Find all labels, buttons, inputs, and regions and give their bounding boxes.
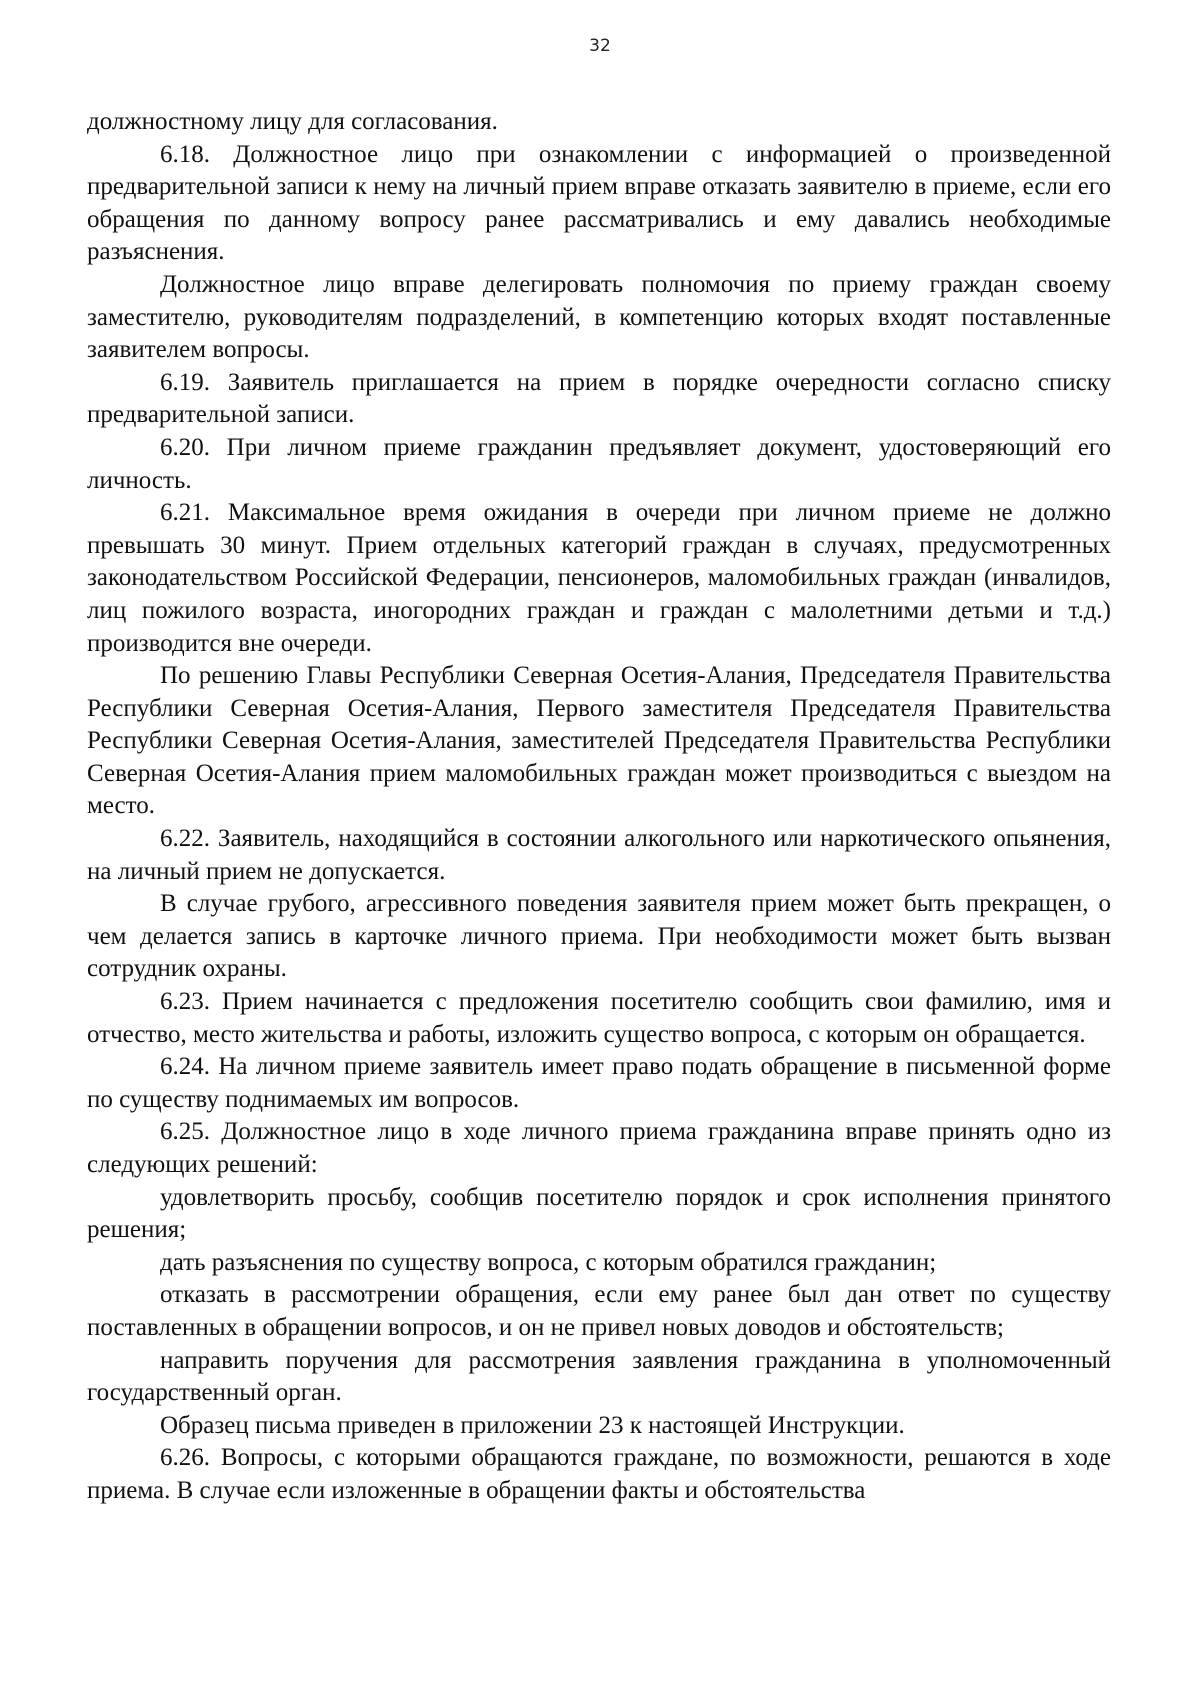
decision-option-satisfy: удовлетворить просьбу, сообщив посетителю порядок и срок исполнения принятого решения; <box>87 1183 1111 1244</box>
decision-option-explain: дать разъяснения по существу вопроса, с которым обратился гражданин; <box>160 1248 937 1276</box>
document-body <box>87 106 1111 1508</box>
decision-option-forward: направить поручения для рассмотрения заявления гражданина в уполномоченный государственный орган. <box>87 1346 1111 1407</box>
paragraph-letter-sample: Образец письма приведен в приложении 23 к настоящей Инструкции. <box>160 1411 905 1439</box>
paragraph-6-24: 6.24. На личном приеме заявитель имеет право подать обращение в письменной форме по существу поднимаемых им вопросов. <box>87 1053 1111 1113</box>
paragraph-6-18: 6.18. Должностное лицо при ознакомлении с информацией о произведенной предварительной записи к нему на личный прием вправе отказать заявителю в приеме, если его обращения по данному вопросу ранее рассматривались и ему давались необходимые разъяснения. <box>87 140 1111 266</box>
paragraph-delegation: Должностное лицо вправе делегировать полномочия по приему граждан своему заместителю, руководителям подразделений, в компетенцию которых входят поставленные заявителем вопросы. <box>87 270 1111 364</box>
paragraph-6-19: 6.19. Заявитель приглашается на прием в порядке очередности согласно списку предварительной записи. <box>87 368 1111 429</box>
paragraph-6-25: 6.25. Должностное лицо в ходе личного приема гражданина вправе принять одно из следующих решений: <box>87 1118 1111 1178</box>
paragraph-6-21: 6.21. Максимальное время ожидания в очереди при личном приеме не должно превышать 30 минут. Прием отдельных категорий граждан в случаях, предусмотренных законодательством Российской Федерации, пенсионеров, маломобильных граждан (инвалидов, лиц пожилого возраста, иногородних граждан и граждан с малолетними детьми и т.д.) производится вне очереди. <box>87 499 1111 657</box>
paragraph-6-20: 6.20. При личном приеме гражданин предъявляет документ, удостоверяющий его личность. <box>87 433 1111 494</box>
paragraph-6-26: 6.26. Вопросы, с которыми обращаются граждане, по возможности, решаются в ходе приема. В случае если изложенные в обращении факты и обстоятельства <box>87 1444 1111 1504</box>
decision-option-refuse: отказать в рассмотрении обращения, если ему ранее был дан ответ по существу поставленных в обращении вопросов, и он не привел новых доводов и обстоятельств; <box>87 1281 1111 1341</box>
paragraph-6-23: 6.23. Прием начинается с предложения посетителю сообщить свои фамилию, имя и отчество, место жительства и работы, изложить существо вопроса, с которым он обращается. <box>87 988 1111 1048</box>
paragraph-aggressive-behavior: В случае грубого, агрессивного поведения заявителя прием может быть прекращен, о чем делается запись в карточке личного приема. При необходимости может быть вызван сотрудник охраны. <box>87 890 1111 983</box>
paragraph-6-22: 6.22. Заявитель, находящийся в состоянии алкогольного или наркотического опьянения, на личный прием не допускается. <box>87 825 1111 885</box>
page-number: 32 <box>589 36 611 56</box>
paragraph-head-decision: По решению Главы Республики Северная Осетия-Алания, Председателя Правительства Республики Северная Осетия-Алания, Первого заместителя Председателя Правительства Республики Северная Осетия-Алания, заместителей Председателя Правительства Республики Северная Осетия-Алания прием маломобильных граждан может производиться с выездом на место. <box>87 662 1111 820</box>
paragraph-continuation: должностному лицу для согласования. <box>87 108 498 135</box>
